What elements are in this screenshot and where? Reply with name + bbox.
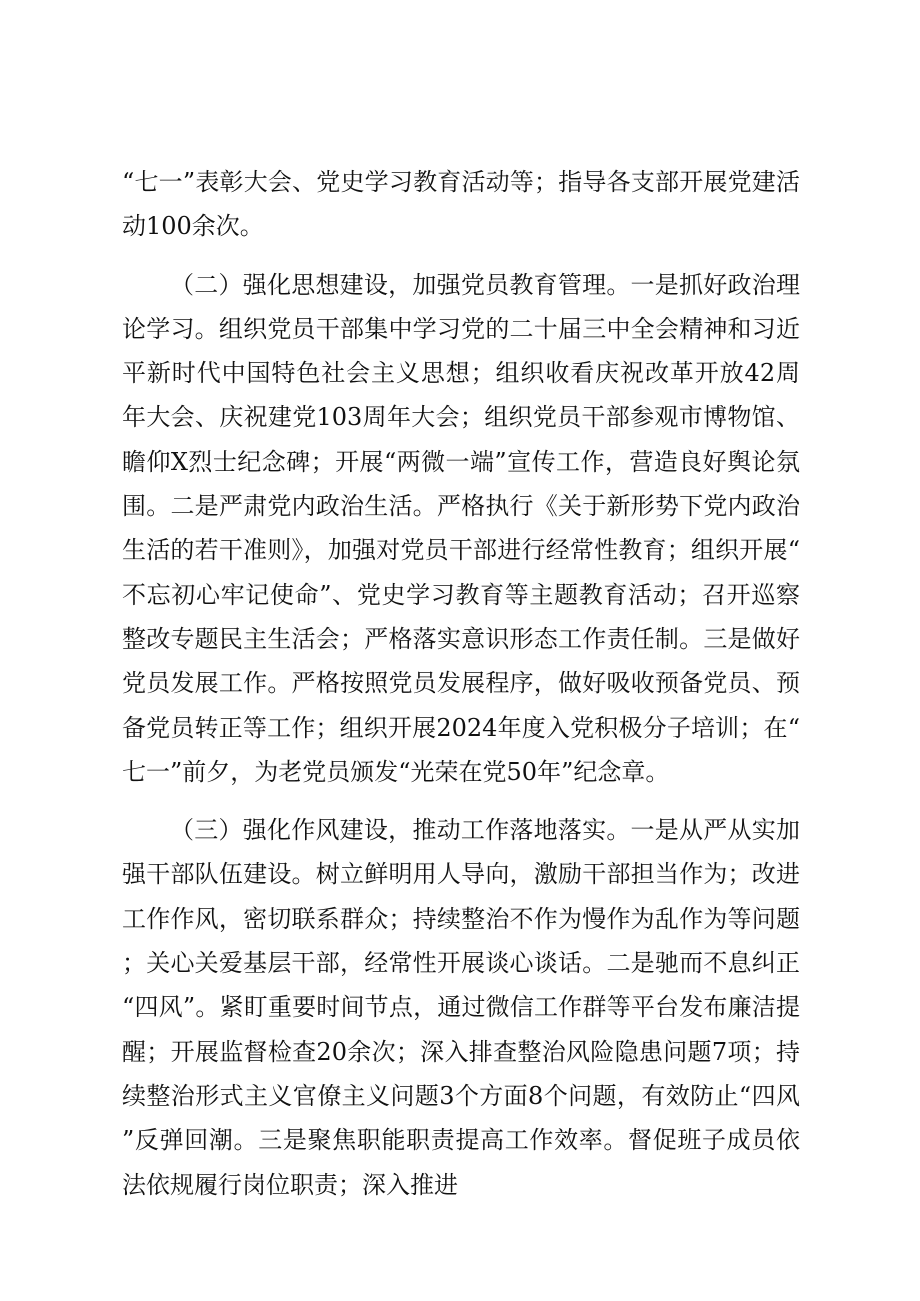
paragraph-section-three: （三）强化作风建设，推动工作落地落实。一是从严从实加强干部队伍建设。树立鲜明用人导向，激励干部担当作为；改进工作作风，密切联系群众；持续整治不作为慢作为乱作为等问题；关心关爱基层干部，经常性开展谈心谈话。二是驰而不息纠正“四风”。紧盯重要时间节点，通过微信工作群等平台发布廉洁提醒；开展监督检查20余次；深入排查整治风险隐患问题7项；持续整治形式主义官僚主义问题3个方面8个问题，有效防止“四风”反弹回潮。三是聚焦职能职责提高工作效率。督促班子成员依法依规履行岗位职责；深入推进 bbox=[122, 816, 800, 1199]
paragraph-section-two: （二）强化思想建设，加强党员教育管理。一是抓好政治理论学习。组织党员干部集中学习党的二十届三中全会精神和习近平新时代中国特色社会主义思想；组织收看庆祝改革开放42周年大会、庆祝建党103周年大会；组织党员干部参观市博物馆、瞻仰X烈士纪念碑；开展“两微一端”宣传工作，营造良好舆论氛围。二是严肃党内政治生活。严格执行《关于新形势下党内政治生活的若干准则》，加强对党员干部进行经常性教育；组织开展“不忘初心牢记使命”、党史学习教育等主题教育活动；召开巡察整改专题民主生活会；严格落实意识形态工作责任制。三是做好党员发展工作。严格按照党员发展程序，做好吸收预备党员、预备党员转正等工作；组织开展2024年度入党积极分子培训；在“七一”前夕，为老党员颁发“光荣在党50年”纪念章。 bbox=[122, 270, 800, 786]
paragraph-continuation: “七一”表彰大会、党史学习教育活动等；指导各支部开展党建活动100余次。 bbox=[122, 168, 800, 241]
document-body bbox=[122, 160, 800, 1207]
